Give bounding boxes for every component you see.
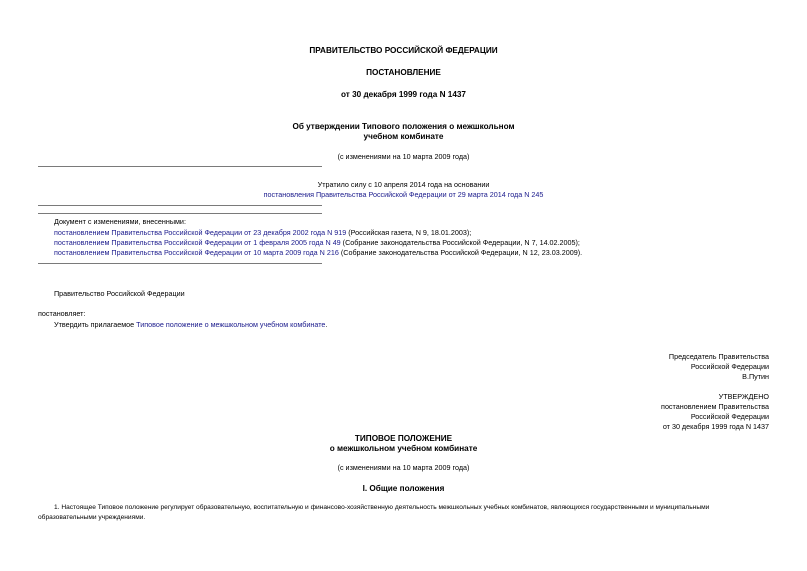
- body-government: Правительство Российской Федерации: [54, 289, 185, 298]
- signature-position: Председатель Правительства: [668, 352, 769, 361]
- document-type: ПОСТАНОВЛЕНИЕ: [366, 68, 441, 77]
- approve-suffix: .: [325, 320, 328, 329]
- changes-heading: Документ с изменениями, внесенными:: [54, 217, 186, 226]
- divider: [38, 166, 322, 167]
- amendments-note: (с изменениями на 10 марта 2009 года): [337, 152, 470, 161]
- government-heading: ПРАВИТЕЛЬСТВО РОССИЙСКОЙ ФЕДЕРАЦИИ: [309, 46, 498, 55]
- change-link[interactable]: постановлением Правительства Российской Федерации от 23 декабря 2002 года N 919: [54, 228, 347, 237]
- change-source: (Российская газета, N 9, 18.01.2003);: [346, 228, 472, 237]
- divider: [38, 263, 322, 264]
- approved-date: от 30 декабря 1999 года N 1437: [662, 422, 769, 431]
- divider: [38, 205, 322, 206]
- approve-paragraph: [54, 320, 327, 329]
- divider: [38, 213, 322, 214]
- approved-country: Российской Федерации: [690, 412, 769, 421]
- lost-force-link[interactable]: постановления Правительства Российской Федерации от 29 марта 2014 года N 245: [263, 190, 544, 199]
- change-item: [54, 238, 580, 247]
- signature-name: В.Путин: [742, 372, 769, 381]
- document-title-line1: Об утверждении Типового положения о межшкольном: [292, 122, 515, 131]
- change-source: (Собрание законодательства Российской Федерации, N 7, 14.02.2005);: [340, 238, 580, 247]
- approve-prefix: Утвердить прилагаемое: [54, 320, 137, 329]
- lost-force-text: Утратило силу с 10 апреля 2014 года на основании: [317, 180, 490, 189]
- change-item: [54, 228, 471, 237]
- paragraph-1-line2: образовательными учреждениями.: [38, 514, 146, 521]
- change-source: (Собрание законодательства Российской Федерации, N 12, 23.03.2009).: [338, 248, 583, 257]
- change-link[interactable]: постановлением Правительства Российской Федерации от 1 февраля 2005 года N 49: [54, 238, 341, 247]
- approved-by: постановлением Правительства: [661, 402, 769, 411]
- body-resolves: постановляет:: [38, 309, 86, 318]
- change-item: [54, 248, 582, 257]
- section-heading: I. Общие положения: [362, 484, 445, 493]
- signature-country: Российской Федерации: [690, 362, 769, 371]
- document-date-number: от 30 декабря 1999 года N 1437: [341, 90, 466, 99]
- regulation-subtitle: о межшкольном учебном комбинате: [329, 444, 478, 453]
- regulation-link[interactable]: Типовое положение о межшкольном учебном комбинате: [136, 320, 326, 329]
- document-title-line2: учебном комбинате: [363, 132, 444, 141]
- regulation-title: ТИПОВОЕ ПОЛОЖЕНИЕ: [354, 434, 453, 443]
- change-link[interactable]: постановлением Правительства Российской Федерации от 10 марта 2009 года N 216: [54, 248, 339, 257]
- paragraph-1-line1: 1. Настоящее Типовое положение регулирует образовательную, воспитательную и финансово-хозяйственную деятельность межшкольных учебных комбинатов, являющихся государственными и муниципальными: [54, 504, 710, 511]
- approved-label: УТВЕРЖДЕНО: [718, 392, 769, 401]
- regulation-amendments: (с изменениями на 10 марта 2009 года): [337, 463, 470, 472]
